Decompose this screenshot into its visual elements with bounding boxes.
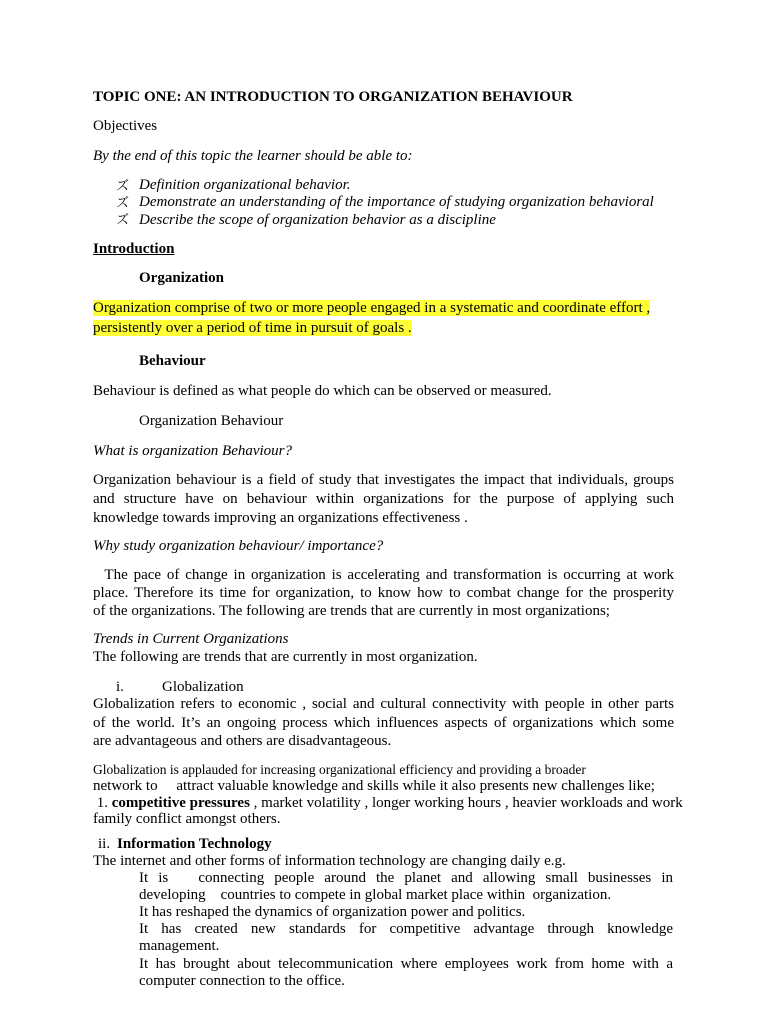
ob-question: What is organization Behaviour?: [93, 443, 293, 459]
it-point-line: It is connecting people around the planet and allowing small businesses in: [139, 870, 673, 886]
organization-definition-line: [93, 299, 650, 318]
it-heading: Information Technology: [117, 836, 272, 852]
ob-definition-line: Organization behaviour is a field of study that investigates the impact that individuals, groups: [93, 472, 674, 488]
it-point-line: computer connection to the office.: [139, 973, 345, 989]
behaviour-heading: Behaviour: [139, 353, 206, 369]
it-number: ii.: [98, 836, 111, 852]
trends-intro: The following are trends that are currently in most organization.: [93, 649, 478, 665]
it-point-line: developing countries to compete in global market place within organization.: [139, 887, 612, 903]
objective-item: Describe the scope of organization behavior as a discipline: [139, 212, 496, 228]
introduction-heading: Introduction: [93, 241, 175, 257]
challenge-bold-text: competitive pressures: [111, 795, 250, 811]
objective-item: Definition organizational behavior.: [139, 177, 351, 193]
highlighted-text: Organization comprise of two or more people engaged in a systematic and coordinate effort ,: [93, 300, 651, 316]
it-point-line: It has reshaped the dynamics of organization power and politics.: [139, 904, 526, 920]
it-intro: The internet and other forms of information technology are changing daily e.g.: [93, 853, 566, 869]
ob-definition-line: and structure have on behaviour within organizations for the purpose of applying such: [93, 491, 674, 507]
behaviour-definition: Behaviour is defined as what people do which can be observed or measured.: [93, 383, 552, 399]
challenge-number: 1.: [93, 795, 108, 811]
it-point-line: It has created new standards for competitive advantage through knowledge: [139, 921, 673, 937]
why-text-line: of the organizations. The following are trends that are currently in most organizations;: [93, 603, 610, 619]
objectives-heading: Objectives: [93, 118, 158, 134]
globalization-text-line: are advantageous and others are disadvantageous.: [93, 733, 392, 749]
page-title: TOPIC ONE: AN INTRODUCTION TO ORGANIZATION BEHAVIOUR: [93, 89, 573, 105]
objectives-intro: By the end of this topic the learner should be able to:: [93, 148, 413, 164]
globalization-applauded-line: Globalization is applauded for increasing organizational efficiency and providing a broader: [93, 762, 586, 777]
bullet-icon: ズ: [116, 213, 130, 228]
it-point-line: It has brought about telecommunication where employees work from home with a: [139, 956, 673, 972]
objective-item: Demonstrate an understanding of the importance of studying organization behavioral: [139, 194, 654, 210]
globalization-text-line: Globalization refers to economic , social and cultural connectivity with people in other parts: [93, 696, 674, 712]
bullet-icon: ズ: [116, 179, 130, 194]
challenge-rest-text: , market volatility , longer working hours , heavier workloads and work: [249, 795, 683, 811]
organization-heading: Organization: [139, 270, 224, 286]
globalization-challenges-line: family conflict amongst others.: [93, 811, 281, 827]
globalization-number: i.: [116, 679, 124, 695]
why-text-line: place. Therefore its time for organization, to know how to combat change for the prosperity: [93, 585, 674, 601]
globalization-heading: Globalization: [162, 679, 244, 695]
bullet-icon: ズ: [116, 196, 130, 211]
highlighted-text: persistently over a period of time in pursuit of goals .: [93, 320, 412, 336]
globalization-text-line: of the world. It’s an ongoing process which influences aspects of organizations which some: [93, 715, 674, 731]
it-point-line: management.: [139, 938, 220, 954]
globalization-applauded-line: network to attract valuable knowledge and skills while it also presents new challenges like;: [93, 778, 655, 794]
why-text-line: The pace of change in organization is accelerating and transformation is occurring at work: [93, 567, 674, 583]
organization-behaviour-heading: Organization Behaviour: [139, 413, 284, 429]
ob-definition-line: knowledge towards improving an organizations effectiveness .: [93, 510, 468, 526]
trends-heading: Trends in Current Organizations: [93, 631, 289, 647]
organization-definition-line: [93, 319, 412, 338]
why-question: Why study organization behaviour/ importance?: [93, 538, 384, 554]
